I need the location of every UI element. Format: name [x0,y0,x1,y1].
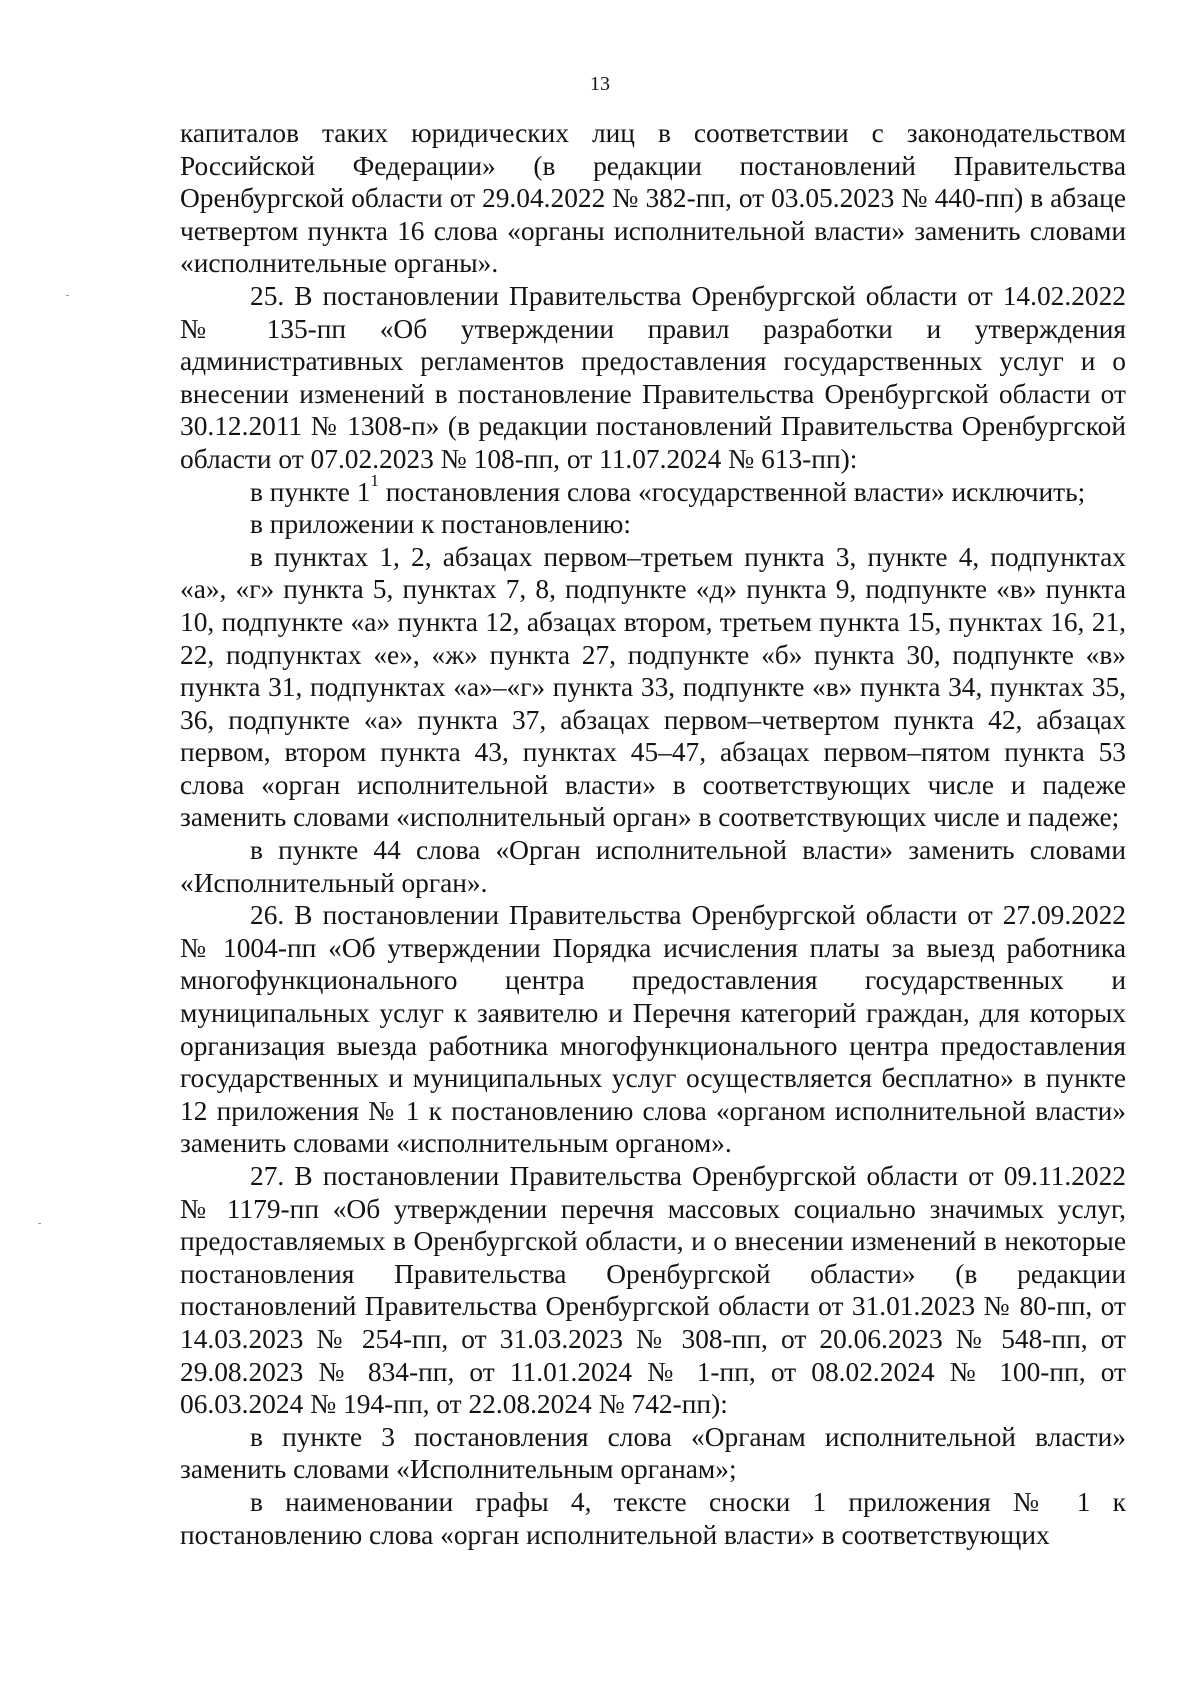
paragraph-item-27-point-3: в пункте 3 постановления слова «Органам исполнительной власти» заменить словами «Исполнительным органам»; [180,1421,1126,1485]
paragraph-item-25-point-1 [180,471,1126,509]
superscript-number: 1 [370,471,379,491]
paragraph-text-after-sup: постановления слова «государственной власти» исключить; [378,476,1086,507]
paragraph-item-25-replacements: в пунктах 1, 2, абзацах первом–третьем пункта 3, пункте 4, подпунктах «а», «г» пункта 5, пунктах 7, 8, подпункте «д» пункта 9, подпункте «в» пункта 10, подпункте «а» пункта 12, абзацах втором, третьем пункта 15, пунктах 16, 21, 22, подпунктах «е», «ж» пункта 27, подпункте «б» пункта 30, подпункте «в» пункта 31, подпунктах «а»–«г» пункта 33, подпункте «в» пункта 34, пунктах 35, 36, подпункте «а» пункта 37, абзацах первом–четвертом пункта 42, абзацах первом, втором пункта 43, пунктах 45–47, абзацах первом–пятом пункта 53 слова «орган исполнительной власти» в соответствующих числе и падеже заменить словами «исполнительный орган» в соответствующих числе и падеже; [180,541,1126,833]
paragraph-item-26: 26. В постановлении Правительства Оренбургской области от 27.09.2022 № 1004-пп «Об утверждении Порядка исчисления платы за выезд работника многофункционального центра предоставления государственных и муниципальных услуг к заявителю и Перечня категорий граждан, для которых организация выезда работника многофункционального центра предоставления государственных и муниципальных услуг осуществляется бесплатно» в пункте 12 приложения № 1 к постановлению слова «органом исполнительной власти» заменить словами «исполнительным органом». [180,900,1126,1159]
paragraph-text-before-sup: в пункте 1 [250,476,371,507]
paragraph-item-27-column-4: в наименовании графы 4, тексте сноски 1 приложения № 1 к постановлению слова «орган исполнительной власти» в соответствующих [180,1486,1126,1550]
scan-mark [66,295,69,296]
document-text-body [180,117,1126,1551]
scan-mark [38,1223,41,1224]
paragraph-item-25-point-44: в пункте 44 слова «Орган исполнительной власти» заменить словами «Исполнительный орган». [180,835,1126,898]
page-number: 13 [590,73,610,95]
paragraph-item-25: 25. В постановлении Правительства Оренбургской области от 14.02.2022 № 135-пп «Об утверждении правил разработки и утверждения административных регламентов предоставления государственных услуг и о внесении изменений в постановление Правительства Оренбургской области от 30.12.2011 № 1308-п» (в редакции постановлений Правительства Оренбургской области от 07.02.2023 № 108-пп, от 11.07.2024 № 613-пп): [180,280,1126,474]
paragraph-item-27: 27. В постановлении Правительства Оренбургской области от 09.11.2022 № 1179-пп «Об утверждении перечня массовых социально значимых услуг, предоставляемых в Оренбургской области, и о внесении изменений в некоторые постановления Правительства Оренбургской области» (в редакции постановлений Правительства Оренбургской области от 31.01.2023 № 80-пп, от 14.03.2023 № 254-пп, от 31.03.2023 № 308-пп, от 20.06.2023 № 548-пп, от 29.08.2023 № 834-пп, от 11.01.2024 № 1-пп, от 08.02.2024 № 100-пп, от 06.03.2024 № 194-пп, от 22.08.2024 № 742-пп): [180,1161,1126,1420]
paragraph-continuation: капиталов таких юридических лиц в соответствии с законодательством Российской Федерации» (в редакции постановлений Правительства Оренбургской области от 29.04.2022 № 382-пп, от 03.05.2023 № 440-пп) в абзаце четвертом пункта 16 слова «органы исполнительной власти» заменить словами «исполнительные органы». [180,118,1126,279]
paragraph-item-25-appendix: в приложении к постановлению: [250,509,631,540]
